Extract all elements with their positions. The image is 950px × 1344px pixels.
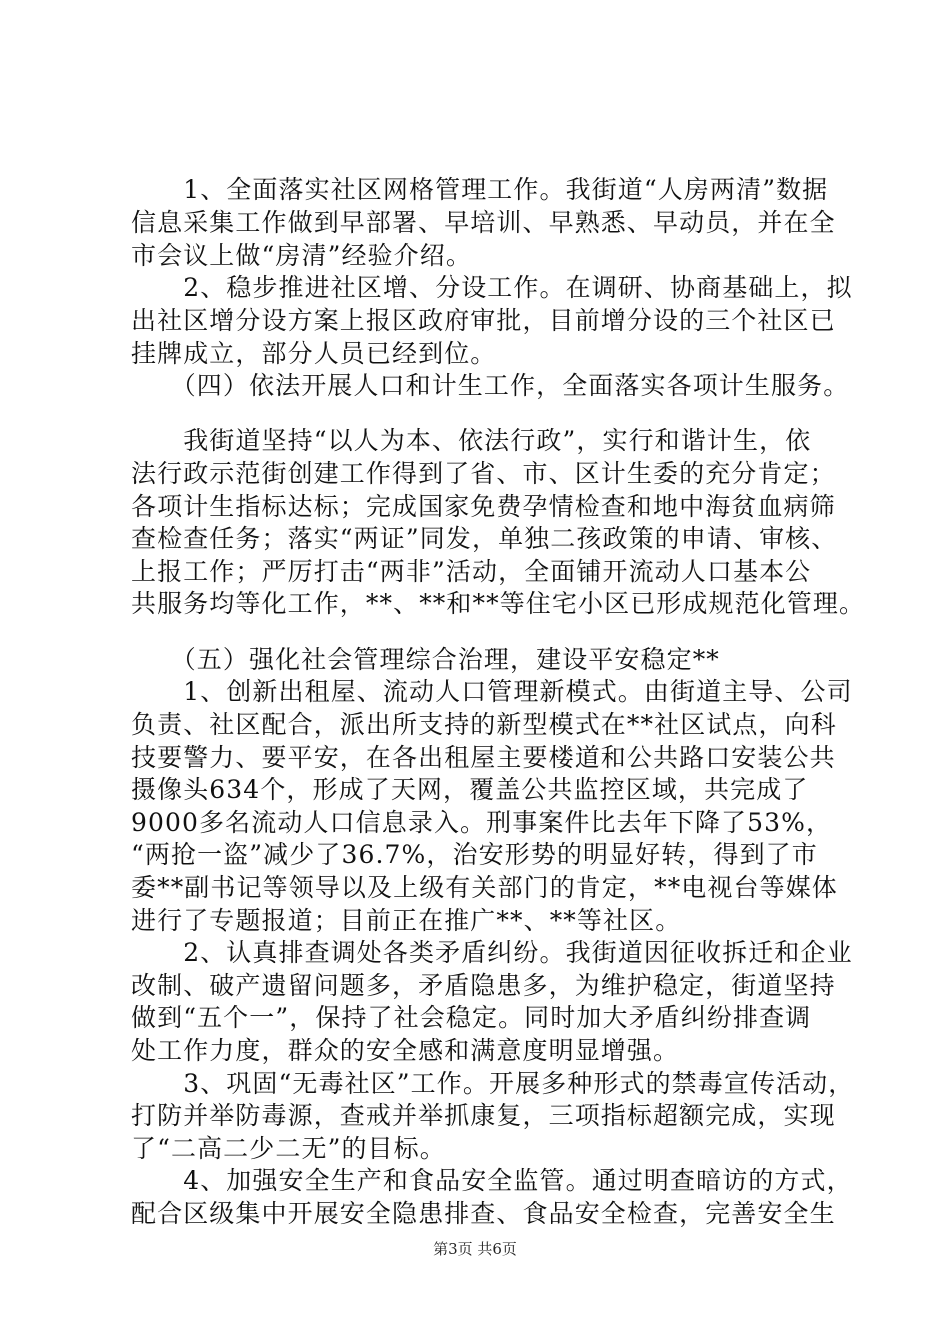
- text-line: 2、认真排查调处各类矛盾纠纷。我街道因征收拆迁和企业: [131, 938, 853, 967]
- text-line: 3、巩固“无毒社区”工作。开展多种形式的禁毒宣传活动，: [131, 1069, 855, 1098]
- text-line: 市会议上做“房清”经验介绍。: [131, 241, 472, 270]
- section-heading: （五）强化社会管理综合治理，建设平安稳定**: [131, 645, 720, 674]
- text-line: 2、稳步推进社区增、分设工作。在调研、协商基础上，拟: [131, 273, 853, 302]
- section-heading: （四）依法开展人口和计生工作，全面落实各项计生服务。: [131, 371, 850, 400]
- text-line: 处工作力度，群众的安全感和满意度明显增强。: [131, 1036, 680, 1065]
- text-line: 1、创新出租屋、流动人口管理新模式。由街道主导、公司: [131, 677, 853, 706]
- text-line: “两抢一盗”减少了36.7%，治安形势的明显好转，得到了市: [131, 840, 818, 869]
- text-line: 配合区级集中开展安全隐患排查、食品安全检查，完善安全生: [131, 1199, 836, 1228]
- text-line: 出社区增分设方案上报区政府审批，目前增分设的三个社区已: [131, 306, 836, 335]
- text-line: 负责、社区配合，派出所支持的新型模式在**社区试点，向科: [131, 710, 837, 739]
- text-line: 查检查任务；落实“两证”同发，单独二孩政策的申请、审核、: [131, 524, 838, 553]
- text-line: 了“二高二少二无”的目标。: [131, 1134, 446, 1163]
- text-line: 4、加强安全生产和食品安全监管。通过明查暗访的方式，: [131, 1166, 853, 1195]
- text-line: 改制、破产遗留问题多，矛盾隐患多，为维护稳定，街道坚持: [131, 971, 836, 1000]
- text-line: 共服务均等化工作，**、**和**等住宅小区已形成规范化管理。: [131, 589, 866, 618]
- text-line: 1、全面落实社区网格管理工作。我街道“人房两清”数据: [131, 175, 829, 204]
- text-line: 上报工作；严厉打击“两非”活动，全面铺开流动人口基本公: [131, 557, 812, 586]
- text-line: 挂牌成立，部分人员已经到位。: [131, 339, 497, 368]
- text-line: 各项计生指标达标；完成国家免费孕情检查和地中海贫血病筛: [131, 492, 836, 521]
- text-line: 9000多名流动人口信息录入。刑事案件比去年下降了53%，: [131, 808, 833, 837]
- text-line: 委**副书记等领导以及上级有关部门的肯定，**电视台等媒体: [131, 873, 838, 902]
- text-line: 打防并举防毒源，查戒并举抓康复，三项指标超额完成，实现: [131, 1101, 836, 1130]
- text-line: 信息采集工作做到早部署、早培训、早熟悉、早动员，并在全: [131, 208, 836, 237]
- page-number: 第3页 共6页: [433, 1240, 517, 1258]
- text-line: 摄像头634个，形成了天网，覆盖公共监控区域，共完成了: [131, 775, 809, 804]
- text-line: 进行了专题报道；目前正在推广**、**等社区。: [131, 906, 682, 935]
- text-line: 法行政示范街创建工作得到了省、市、区计生委的充分肯定；: [131, 459, 836, 488]
- text-line: 技要警力、要平安，在各出租屋主要楼道和公共路口安装公共: [131, 743, 836, 772]
- text-line: 我街道坚持“以人为本、依法行政”，实行和谐计生，依: [131, 426, 812, 455]
- text-line: 做到“五个一”，保持了社会稳定。同时加大矛盾纠纷排查调: [131, 1003, 812, 1032]
